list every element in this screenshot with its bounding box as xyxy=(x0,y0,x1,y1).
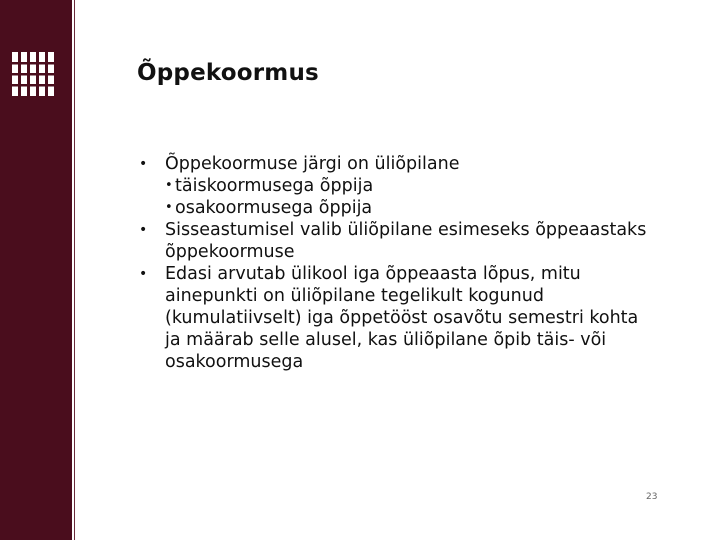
sub-bullet-item xyxy=(137,175,657,197)
bullet-list xyxy=(137,153,657,373)
bullet-marker: • xyxy=(139,222,148,238)
bullet-text: Sisseastumisel valib üliõpilane esimeseks õppeaastaks õppekoormuse xyxy=(165,220,647,262)
sub-bullet-item xyxy=(137,197,657,219)
sidebar-divider xyxy=(74,0,75,540)
bullet-text: Õppekoormuse järgi on üliõpilane xyxy=(165,154,460,174)
page-number: 23 xyxy=(646,492,658,502)
bullet-marker: • xyxy=(139,156,148,172)
bullet-item xyxy=(137,219,657,263)
sub-bullet-marker: • xyxy=(165,178,173,193)
university-logo-icon xyxy=(12,52,60,96)
bullet-item xyxy=(137,263,657,373)
sub-bullet-marker: • xyxy=(165,200,173,215)
bullet-marker: • xyxy=(139,266,148,282)
sub-bullet-text: täiskoormusega õppija xyxy=(175,176,374,196)
slide-title: Õppekoormus xyxy=(137,60,319,86)
bullet-text: Edasi arvutab ülikool iga õppeaasta lõpus, mitu ainepunkti on üliõpilane tegelikult kogunud (kumulatiivselt) iga õppetööst osavõtu semestri kohta ja määrab selle alusel, kas üliõpilane õpib täis- või osakoormusega xyxy=(165,264,639,372)
bullet-item xyxy=(137,153,657,175)
sub-bullet-text: osakoormusega õppija xyxy=(175,198,373,218)
